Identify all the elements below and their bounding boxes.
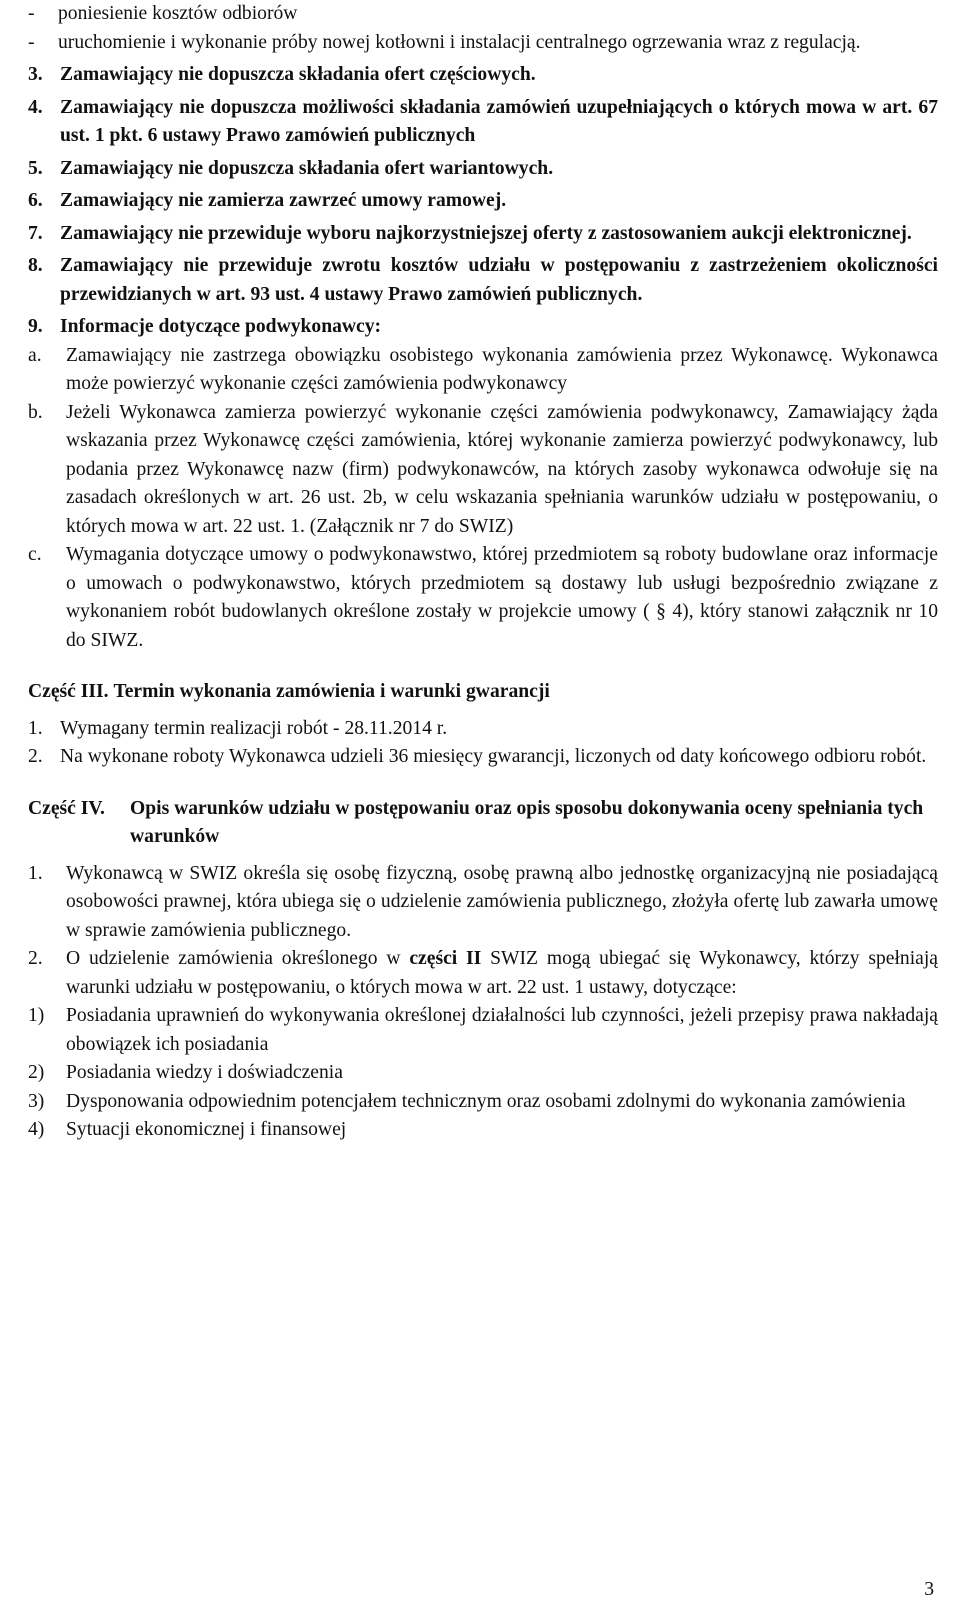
condition-item: 2) Posiadania wiedzy i doświadczenia <box>28 1062 343 1083</box>
list-item: 6. Zamawiający nie zamierza zawrzeć umowy ramowej. <box>28 190 507 211</box>
list-item: 1. Wykonawcą w SWIZ określa się osobę fizyczną, osobę prawną albo jednostkę organizacyjną nie posiadającą osobowości prawnej, która ubiega się o udzielenie zamówienia publicznego, złożyła ofertę lub zawarła umowę w sprawie zamówienia publicznego. <box>28 862 938 941</box>
list-item: 7. Zamawiający nie przewiduje wyboru najkorzystniejszej oferty z zastosowaniem aukcji elektronicznej. <box>28 222 912 244</box>
section-heading: Część IV. Opis warunków udziału w postępowaniu oraz opis sposobu dokonywania oceny spełniania tych warunków <box>28 797 924 847</box>
sub-item: a. Zamawiający nie zastrzega obowiązku osobistego wykonania zamówienia przez Wykonawcę. Wykonawca może powierzyć wykonanie części zamówienia podwykonawcy <box>28 344 938 394</box>
page-number: 3 <box>924 1578 934 1600</box>
list-item: 8. Zamawiający nie przewiduje zwrotu kosztów udziału w postępowaniu z zastrzeżeniem okoliczności przewidzianych w art. 93 ust. 4 ustawy Prawo zamówień publicznych. <box>28 255 938 305</box>
section-heading: Część III. Termin wykonania zamówienia i warunki gwarancji <box>28 681 550 702</box>
section4-list <box>28 860 938 1145</box>
sub-item: c. Wymagania dotyczące umowy o podwykonawstwo, której przedmiotem są roboty budowlane oraz informacje o umowach o podwykonawstwo, których przedmiotem są dostawy lub usługi bezpośrednio związane z wykonaniem robót budowlanych określone zostały w projekcie umowy ( § 4), który stanowi załącznik nr 10 do SIWZ. <box>28 544 938 651</box>
document-page <box>28 0 938 1145</box>
list-item: 1. Wymagany termin realizacji robót - 28.11.2014 r. <box>28 717 448 739</box>
list-item: 2. O udzielenie zamówienia określonego w części II SWIZ mogą ubiegać się Wykonawcy, którzy spełniają warunki udziału w postępowaniu, o których mowa w art. 22 ust. 1 ustawy, dotyczące: <box>28 948 938 998</box>
list-item: 4. Zamawiający nie dopuszcza możliwości składania zamówień uzupełniających o których mowa w art. 67 ust. 1 pkt. 6 ustawy Prawo zamówień publicznych <box>28 96 938 146</box>
condition-item: 1) Posiadania uprawnień do wykonywania określonej działalności lub czynności, jeżeli przepisy prawa nakładają obowiązek ich posiadania <box>28 1005 938 1055</box>
section3-list <box>28 715 938 772</box>
dash-item: - uruchomienie i wykonanie próby nowej kotłowni i instalacji centralnego ogrzewania wraz z regulacją. <box>28 31 861 53</box>
dash-item: - poniesienie kosztów odbiorów <box>28 3 298 24</box>
list-item: 5. Zamawiający nie dopuszcza składania ofert wariantowych. <box>28 157 554 179</box>
sub-item: b. Jeżeli Wykonawca zamierza powierzyć wykonanie części zamówienia podwykonawcy, Zamawiający żąda wskazania przez Wykonawcę części zamówienia, której wykonanie zamierza powierzyć podwykonawcy, lub podania przez Wykonawcę nazw (firm) podwykonawców, na których zasoby wykonawca odwołuje się na zasadach określonych w art. 26 ust. 2b, w celu wskazania spełniania warunków udziału w postępowaniu, o których mowa w art. 22 ust. 1. (Załącznik nr 7 do SWIZ) <box>28 401 938 537</box>
condition-item: 3) Dysponowania odpowiednim potencjałem technicznym oraz osobami zdolnymi do wykonania zamówienia <box>28 1090 906 1112</box>
condition-item: 4) Sytuacji ekonomicznej i finansowej <box>28 1119 347 1140</box>
subcontractor-list <box>28 342 938 656</box>
list-item: 9. Informacje dotyczące podwykonawcy: <box>28 316 382 337</box>
general-conditions-list <box>28 61 938 342</box>
conditions-list <box>28 1002 938 1145</box>
list-item: 2. Na wykonane roboty Wykonawca udzieli 36 miesięcy gwarancji, liczonych od daty końcowego odbioru robót. <box>28 746 927 767</box>
list-item: 3. Zamawiający nie dopuszcza składania ofert częściowych. <box>28 64 536 85</box>
